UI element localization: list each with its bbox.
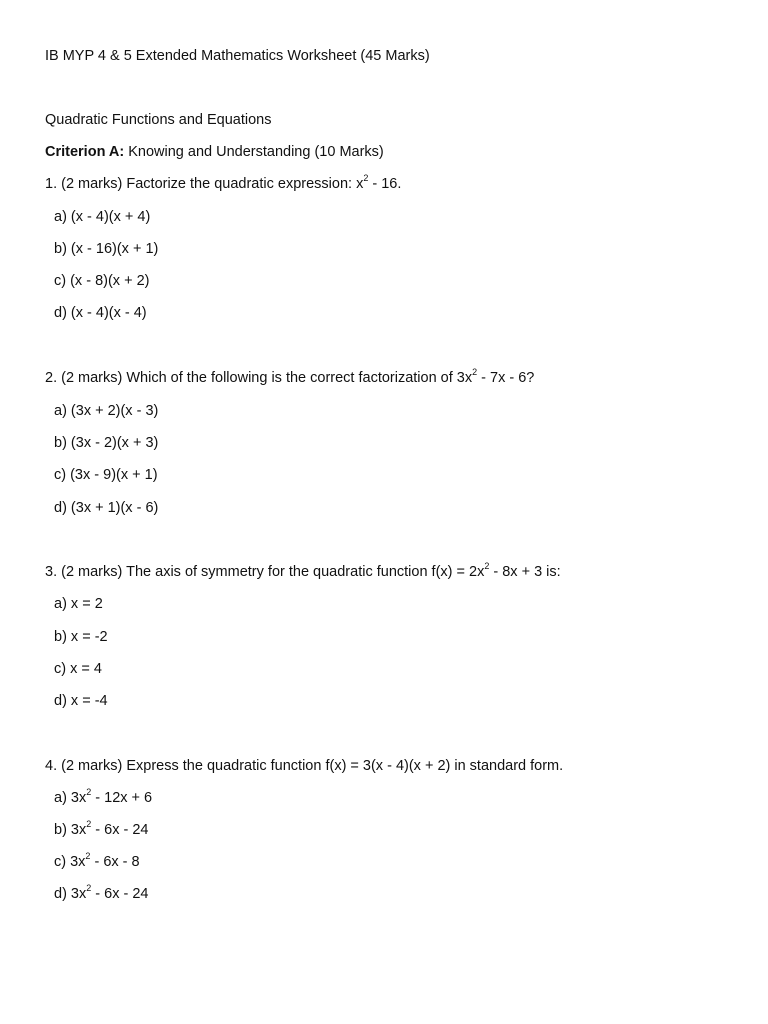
question-2-option-d: d) (3x + 1)(x - 6) bbox=[54, 500, 159, 516]
question-1-option-c: c) (x - 8)(x + 2) bbox=[54, 273, 150, 289]
question-2-option-a: a) (3x + 2)(x - 3) bbox=[54, 403, 159, 419]
question-4-option-a-text-end: - 12x + 6 bbox=[91, 790, 153, 806]
question-3-option-c: c) x = 4 bbox=[54, 661, 102, 677]
question-4: 4. (2 marks) Express the quadratic function f(x) = 3(x - 4)(x + 2) in standard form. bbox=[45, 758, 564, 774]
question-3-option-d: d) x = -4 bbox=[54, 693, 108, 709]
question-4-option-a bbox=[54, 789, 152, 807]
question-4-option-d-text: d) 3x bbox=[54, 886, 87, 902]
criterion-text: Knowing and Understanding (10 Marks) bbox=[124, 144, 384, 160]
question-1-text-end: - 16. bbox=[368, 176, 402, 192]
question-4-option-d bbox=[54, 885, 148, 903]
question-4-option-c-text: c) 3x bbox=[54, 854, 86, 870]
question-1-option-d: d) (x - 4)(x - 4) bbox=[54, 305, 147, 321]
question-4-option-d-exponent: 2 bbox=[86, 883, 92, 894]
question-1-option-b: b) (x - 16)(x + 1) bbox=[54, 241, 159, 257]
question-1-option-a: a) (x - 4)(x + 4) bbox=[54, 209, 151, 225]
question-4-option-b-text-end: - 6x - 24 bbox=[91, 822, 149, 838]
question-2-text: 2. (2 marks) Which of the following is the correct factorization of 3x bbox=[45, 370, 473, 386]
question-1-text: 1. (2 marks) Factorize the quadratic expression: x bbox=[45, 176, 364, 192]
question-4-option-a-text: a) 3x bbox=[54, 790, 87, 806]
question-3-option-b: b) x = -2 bbox=[54, 629, 108, 645]
question-2-exponent: 2 bbox=[472, 367, 478, 378]
question-2-text-end: - 7x - 6? bbox=[477, 370, 535, 386]
question-3-exponent: 2 bbox=[484, 561, 490, 572]
question-2 bbox=[45, 369, 534, 387]
question-3-text-end: - 8x + 3 is: bbox=[489, 564, 561, 580]
question-4-option-c bbox=[54, 853, 140, 871]
section-heading: Quadratic Functions and Equations bbox=[45, 112, 272, 128]
question-3-option-a: a) x = 2 bbox=[54, 596, 103, 612]
question-1 bbox=[45, 175, 401, 193]
question-3-text: 3. (2 marks) The axis of symmetry for the quadratic function f(x) = 2x bbox=[45, 564, 485, 580]
criterion-label: Criterion A: bbox=[45, 144, 125, 160]
worksheet-title: IB MYP 4 & 5 Extended Mathematics Worksheet (45 Marks) bbox=[45, 48, 430, 64]
question-4-option-c-exponent: 2 bbox=[85, 851, 91, 862]
question-1-exponent: 2 bbox=[363, 173, 369, 184]
criterion-heading bbox=[45, 143, 384, 161]
question-4-option-b-text: b) 3x bbox=[54, 822, 87, 838]
question-4-option-c-text-end: - 6x - 8 bbox=[90, 854, 140, 870]
question-4-option-d-text-end: - 6x - 24 bbox=[91, 886, 149, 902]
question-2-option-c: c) (3x - 9)(x + 1) bbox=[54, 467, 158, 483]
question-4-option-a-exponent: 2 bbox=[86, 787, 92, 798]
question-4-option-b bbox=[54, 821, 148, 839]
question-4-option-b-exponent: 2 bbox=[86, 819, 92, 830]
question-2-option-b: b) (3x - 2)(x + 3) bbox=[54, 435, 159, 451]
question-3 bbox=[45, 563, 561, 581]
